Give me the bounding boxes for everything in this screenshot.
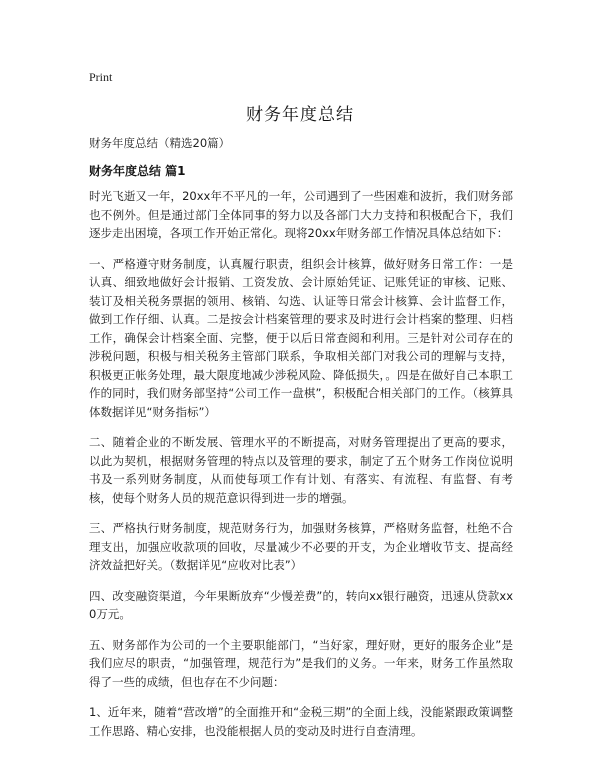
paragraph-item-4: 四、改变融资渠道，今年果断放弃“少慢差费”的，转向xx银行融资，迅速从贷款xx0万元。 (89, 588, 513, 621)
document-subtitle: 财务年度总结（精选20篇） (89, 136, 231, 150)
paragraph-item-1: 一、严格遵守财务制度，认真履行职责，组织会计核算，做好财务日常工作：一是认真、细致地做好会计报销、工资发放、会计原始凭证、记账凭证的审核、记账、装订及相关税务票据的领用、核销、勾选、认证等日常会计核算、会计监督工作，做到工作仔细、认真。二是按会计档案管理的要求及时进行会计档案的整理、归档工作，确保会计档案全面、完整，便于以后日常查阅和利用。三是针对公司存在的涉税问题，积极与相关税务主管部门联系，争取相关部门对我公司的理解与支持，积极更正帐务处理，最大限度地减少涉税风险、降低损失，。四是在做好自己本职工作的同时，我们财务部坚持“公司工作一盘棋”，积极配合相关部门的工作。（核算具体数据详见“财务指标”） (89, 256, 513, 419)
section-heading: 财务年度总结 篇1 (89, 164, 186, 178)
print-label: Print (89, 70, 113, 84)
page-title: 财务年度总结 (246, 105, 354, 125)
paragraph-item-5: 五、财务部作为公司的一个主要职能部门，“当好家，理好财，更好的服务企业”是我们应尽的职责，“加强管理，规范行为”是我们的义务。一年来，财务工作虽然取得了一些的成绩，但也存在不少问题： (89, 637, 513, 689)
paragraph-item-2: 二、随着企业的不断发展、管理水平的不断提高，对财务管理提出了更高的要求，以此为契机，根据财务管理的特点以及管理的要求，制定了五个财务工作岗位说明书及一系列财务制度，从而使每项工作有计划、有落实、有流程、有监督、有考核，使每个财务人员的规范意识得到进一步的增强。 (89, 435, 513, 505)
paragraph-item-3: 三、严格执行财务制度，规范财务行为，加强财务核算，严格财务监督，杜绝不合理支出，加强应收款项的回收，尽量减少不必要的开支，为企业增收节支、提高经济效益把好关。（数据详见“应收对比表”） (89, 521, 513, 572)
document-body (89, 187, 513, 752)
paragraph-intro: 时光飞逝又一年，20xx年不平凡的一年，公司遇到了一些困难和波折，我们财务部也不例外。但是通过部门全体同事的努力以及各部门大力支持和积极配合下，我们逐步走出困境，各项工作开始正常化。现将20xx年财务部工作情况具体总结如下： (89, 189, 513, 240)
paragraph-problem-1: 1、近年来，随着“营改增”的全面推开和“金税三期”的全面上线，没能紧跟政策调整工作思路、精心安排，也没能根据人员的变动及时进行自查清理。 (89, 705, 513, 738)
